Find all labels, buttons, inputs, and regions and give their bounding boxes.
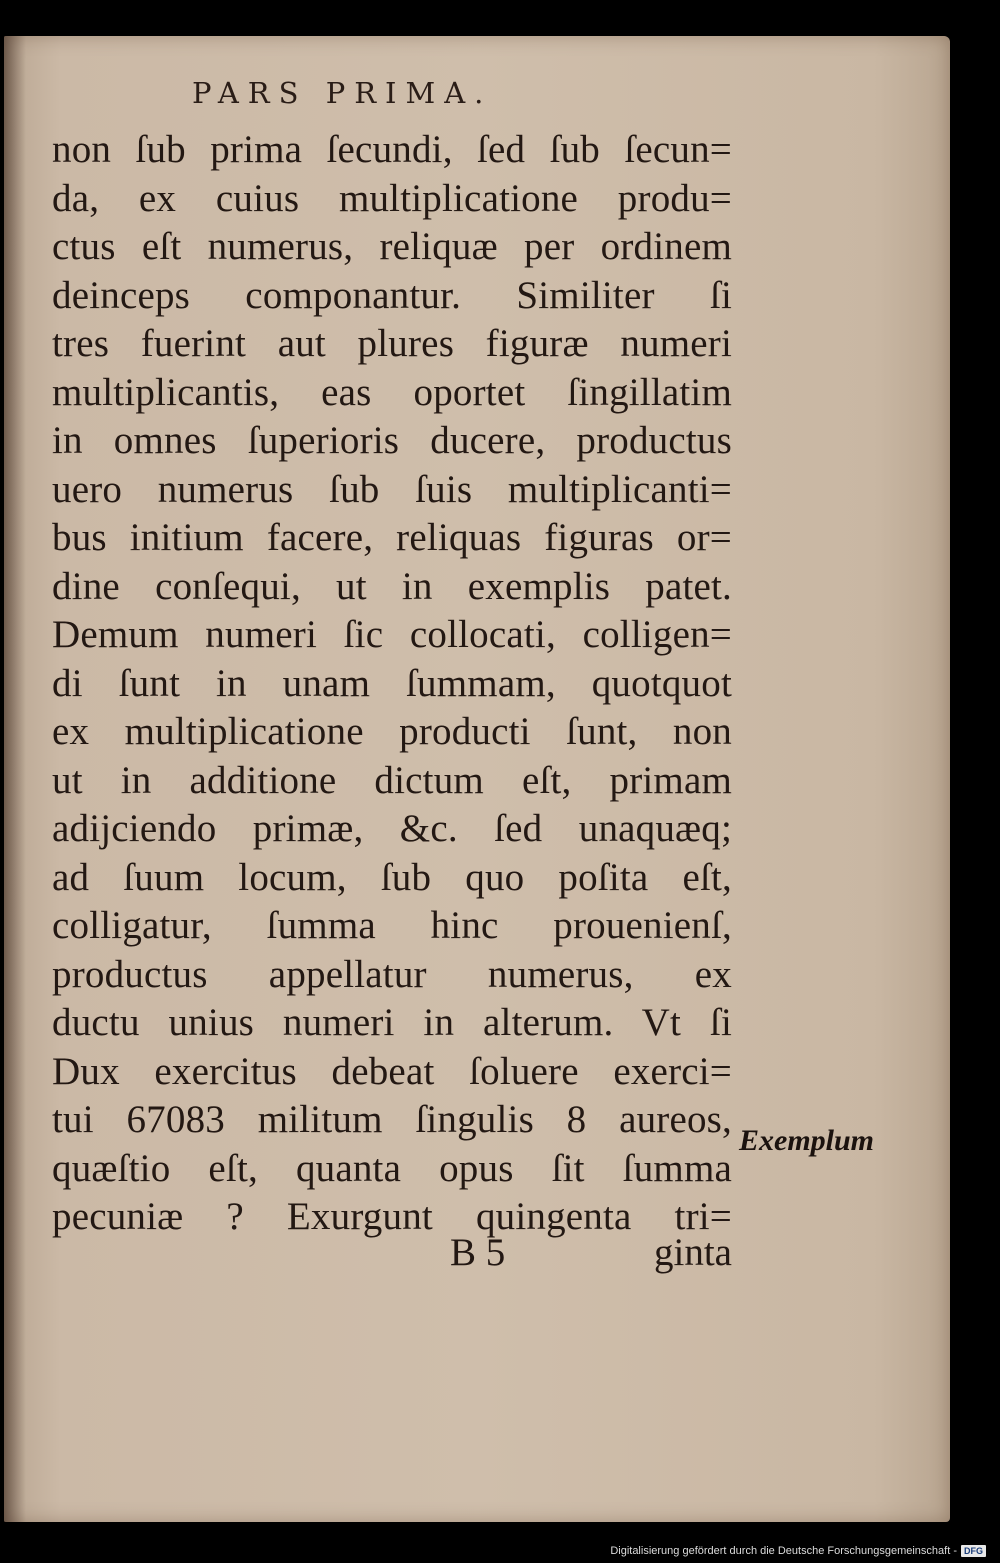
page-gutter-shadow — [4, 36, 26, 1522]
text-line: di ſunt in unam ſummam, quotquot — [52, 661, 732, 705]
text-line: pecuniæ ? Exurgunt quingenta tri= — [52, 1195, 732, 1238]
text-line: dine conſequi, ut in exemplis patet. — [52, 564, 732, 608]
running-head: PARS PRIMA. — [192, 76, 493, 110]
digitization-credit — [610, 1542, 986, 1560]
text-line: ctus eſt numerus, reliquæ per ordinem — [52, 225, 732, 268]
book-page — [4, 36, 950, 1522]
catchword: ginta — [654, 1231, 732, 1274]
text-line: productus appellatur numerus, ex — [52, 952, 732, 996]
text-line: da, ex cuius multiplicatione produ= — [52, 176, 732, 220]
text-line: uero numerus ſub ſuis multiplicanti= — [52, 467, 732, 511]
text-line: ad ſuum locum, ſub quo poſita eſt, — [52, 855, 732, 899]
credit-text: Digitalisierung gefördert durch die Deutsche Forschungsgemeinschaft - — [610, 1545, 957, 1557]
text-line: adijciendo primæ, &c. ſed unaquæq; — [52, 807, 732, 850]
text-line: multiplicantis, eas oportet ſingillatim — [52, 370, 732, 414]
text-line: ut in additione dictum eſt, primam — [52, 758, 732, 802]
text-line: Dux exercitus debeat ſoluere exerci= — [52, 1049, 732, 1093]
text-line: bus initium facere, reliquas figuras or= — [52, 516, 732, 559]
margin-note: Exemplum — [739, 1124, 875, 1157]
page-footer — [450, 1230, 732, 1280]
body-text — [52, 126, 732, 1242]
text-line: tres fuerint aut plures figuræ numeri — [52, 322, 732, 365]
text-line: ductu unius numeri in alterum. Vt ſi — [52, 1001, 732, 1044]
text-line: tui 67083 militum ſingulis 8 aureos, — [52, 1098, 732, 1141]
text-line: Demum numeri ſic collocati, colligen= — [52, 613, 732, 656]
text-line: non ſub prima ſecundi, ſed ſub ſecun= — [52, 128, 732, 171]
text-line: deinceps componantur. Similiter ſi — [52, 273, 732, 317]
text-line: in omnes ſuperioris ducere, productus — [52, 419, 732, 462]
dfg-logo-icon: DFG — [961, 1545, 986, 1557]
text-line: colligatur, ſumma hinc prouenienſ, — [52, 904, 732, 947]
text-line: ex multiplicatione producti ſunt, non — [52, 710, 732, 753]
text-line: quæſtio eſt, quanta opus ſit ſumma — [52, 1146, 732, 1190]
signature-mark: B 5 — [450, 1231, 506, 1274]
